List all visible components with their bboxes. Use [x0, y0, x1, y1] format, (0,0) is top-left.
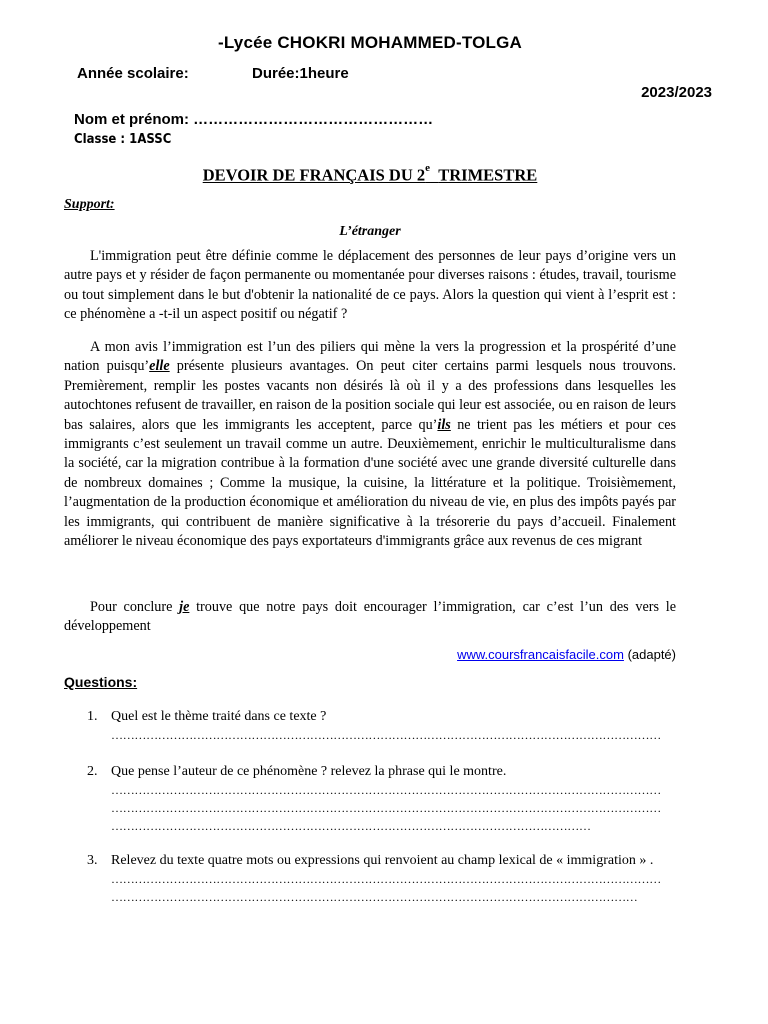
- answer-line: ……………………………………………………………………………………………………………………………: [111, 872, 661, 886]
- source-suffix: (adapté): [623, 647, 676, 662]
- answer-line: ………………………………………………………………………………………………………………………: [111, 890, 638, 904]
- school-header: -Lycée CHOKRI MOHAMMED-TOLGA: [217, 33, 523, 52]
- paragraph-1: [64, 247, 676, 325]
- duration-label: Durée:1heure: [252, 65, 349, 82]
- answer-line: ……………………………………………………………………………………………………………………………: [111, 728, 661, 742]
- question-number: 3.: [87, 853, 98, 868]
- support-label: Support:: [64, 197, 115, 212]
- paragraph-2-part-a: A mon avis l’immigration est l’un des piliers qui mène la vers la progression et la prospérité d’une nation puisqu’: [64, 339, 676, 375]
- keyword-je: je: [179, 599, 190, 615]
- paragraph-3-part-a: Pour conclure: [90, 599, 180, 615]
- keyword-ils: ils: [437, 416, 451, 433]
- exam-title-main: DEVOIR DE FRANÇAIS DU 2: [202, 165, 426, 185]
- questions-heading: Questions:: [64, 674, 138, 690]
- name-field-label: Nom et prénom: …………………………………………: [74, 111, 434, 128]
- paragraph-3-part-b: trouve que notre pays doit encourager l’immigration, car c’est l’un des vers le développement: [64, 599, 676, 635]
- question-text: Que pense l’auteur de ce phénomène ? relevez la phrase qui le montre.: [111, 764, 507, 779]
- keyword-elle: elle: [149, 358, 170, 375]
- question-text: Quel est le thème traité dans ce texte ?: [111, 709, 327, 724]
- exam-title-sup: e: [425, 162, 431, 174]
- exam-title: [0, 162, 740, 186]
- paragraph-2-part-b: présente plusieurs avantages. On peut citer certains parmi lesquels nous trouvons. Premièrement, remplir les postes vacants non désirés là où il y a des professions dans lesquelles les autochtones refusent de travailler, en raison de la position sociale qui leur est associée, ou en raison de leurs bas salaires, alors que les immigrants les acceptent, parce qu’: [64, 358, 676, 433]
- source-link[interactable]: www.coursfrancaisfacile.com: [457, 647, 624, 662]
- paragraph-1-text: L'immigration peut être définie comme le déplacement des personnes de leur pays d’origine vers un autre pays et y résider de façon permanente ou momentanée pour diverses raisons : études, travail, tourisme ou tout simplement dans le but d'obtenir la nationalité de ce pays. Alors la question qui vient à l’esprit est : ce phénomène a -t-il un aspect positif ou négatif ?: [64, 248, 676, 323]
- answer-line: ……………………………………………………………………………………………………………………………: [111, 783, 661, 797]
- year-label: 2023/2023: [641, 84, 712, 101]
- answer-line: ……………………………………………………………………………………………………………: [111, 819, 591, 833]
- class-label: Classe : 1ASSC: [74, 132, 172, 147]
- question-text: Relevez du texte quatre mots ou expressions qui renvoient au champ lexical de « immigration » .: [111, 853, 654, 868]
- answer-line: ……………………………………………………………………………………………………………………………: [111, 801, 661, 815]
- question-number: 2.: [87, 764, 98, 779]
- source-citation: [457, 647, 676, 662]
- paragraph-3: [64, 598, 676, 637]
- school-year-label: Année scolaire:: [77, 65, 189, 82]
- exam-title-rest: TRIMESTRE: [438, 165, 538, 185]
- question-number: 1.: [87, 709, 98, 724]
- text-title: L’étranger: [339, 224, 401, 239]
- paragraph-2-part-c: ne trient pas les métiers et pour ces immigrants c’est seulement un travail comme un autre. Deuxièmement, enrichir le multiculturalisme dans la société, car la migration contribue à la formation d'une société avec une grande diversité culturelle dans de nombreux domaines ; Comme la musique, la cuisine, la littérature et la politique. Troisièmement, l’augmentation de la production économique et amélioration du niveau de vie, en plus des impôts payés par les immigrants, qui contribuent de manière significative à la trésorerie du pays d’accueil. Finalement améliorer le niveau économique des pays exportateurs d'immigrants grâce aux revenus de ces migrant: [64, 416, 677, 550]
- paragraph-2: [64, 338, 676, 551]
